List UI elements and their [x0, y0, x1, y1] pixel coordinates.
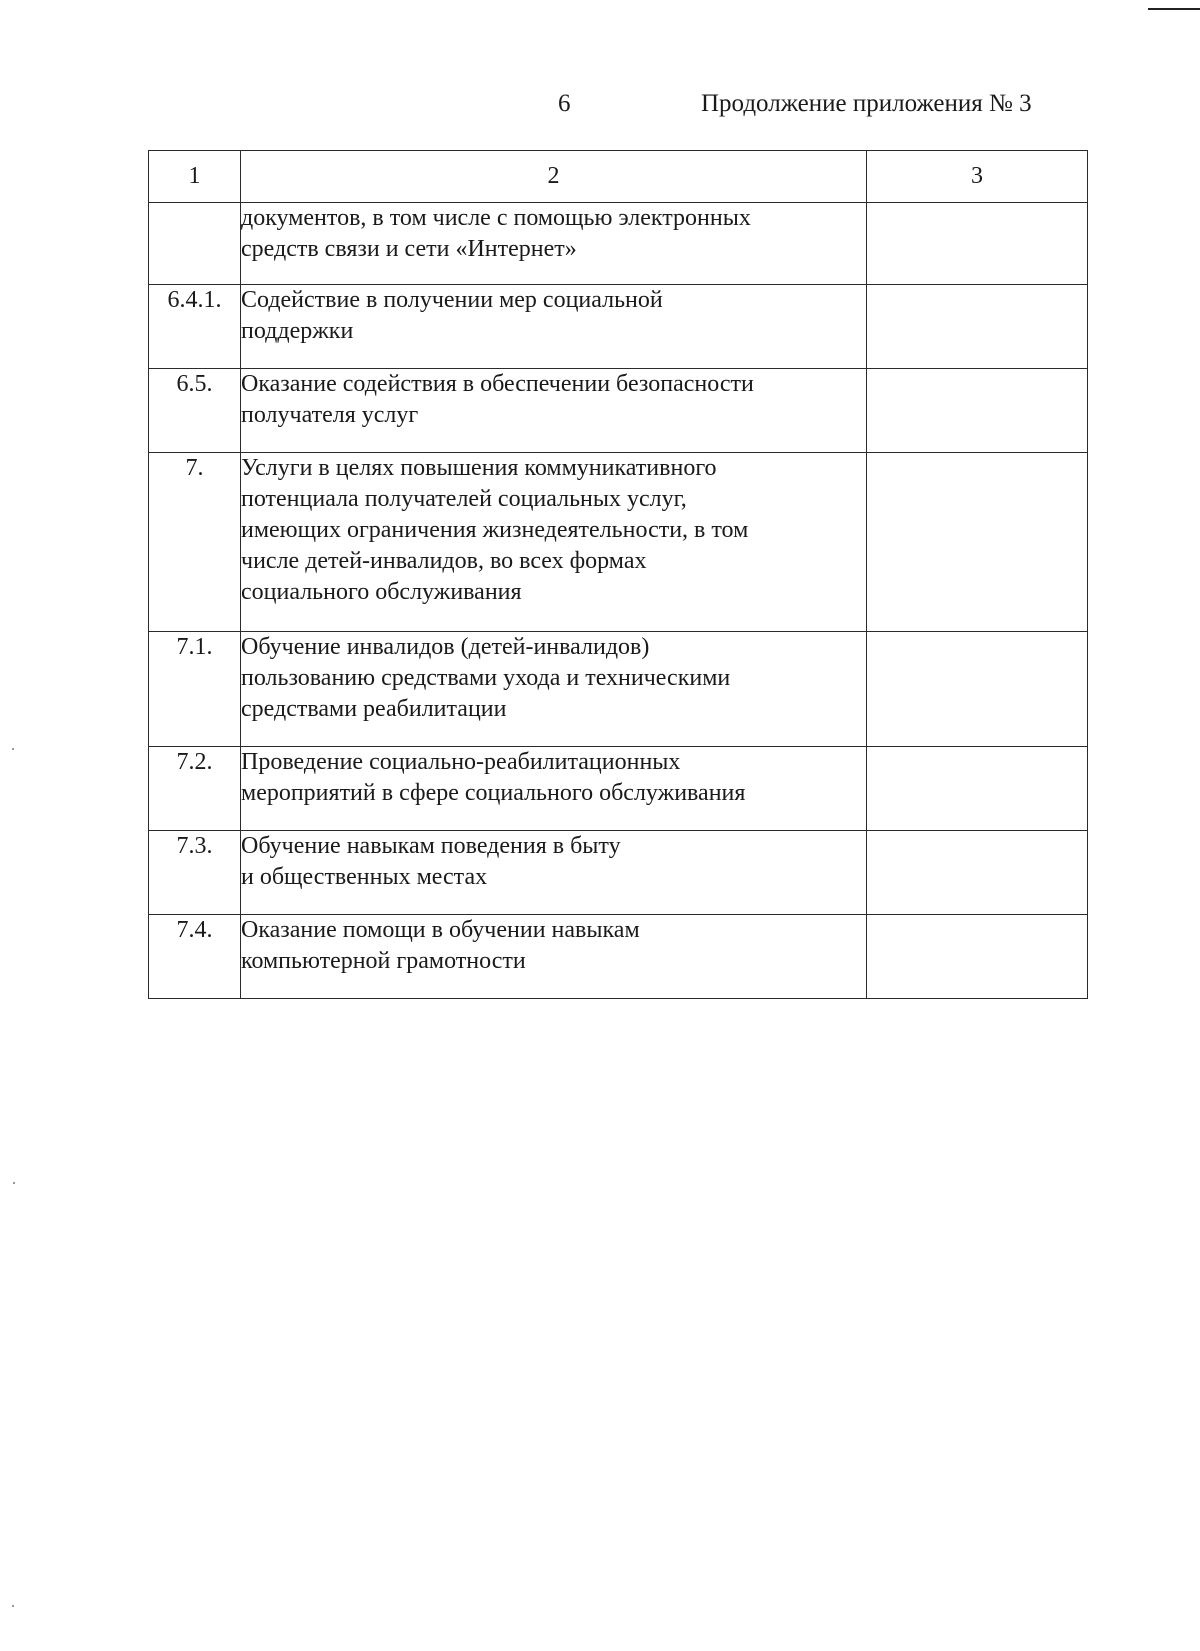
row-number: 7.2. — [149, 747, 241, 831]
table-row — [149, 632, 1088, 747]
row-column-3 — [867, 915, 1088, 999]
row-column-3 — [867, 453, 1088, 632]
row-number: 7.3. — [149, 831, 241, 915]
row-description — [241, 915, 867, 999]
row-column-3 — [867, 369, 1088, 453]
row-column-3 — [867, 632, 1088, 747]
description-line: Оказание помощи в обучении навыкам — [241, 917, 640, 943]
row-description — [241, 453, 867, 632]
page-number: 6 — [558, 90, 571, 117]
row-column-3 — [867, 747, 1088, 831]
description-line: документов, в том числе с помощью электронных — [241, 205, 751, 231]
description-line: потенциала получателей социальных услуг, — [241, 486, 687, 512]
scan-speck — [12, 748, 14, 750]
row-description — [241, 831, 867, 915]
row-column-3 — [867, 203, 1088, 285]
description-line: социального обслуживания — [241, 579, 522, 605]
description-line: поддержки — [241, 318, 354, 344]
scan-edge-mark — [1148, 8, 1200, 10]
continuation-title: Продолжение приложения № 3 — [701, 90, 1032, 117]
appendix-table — [148, 150, 1088, 999]
row-number: 7.1. — [149, 632, 241, 747]
table-header-row — [149, 151, 1088, 203]
description-line: Услуги в целях повышения коммуникативного — [241, 455, 717, 481]
description-line: и общественных местах — [241, 864, 488, 890]
row-number: 6.4.1. — [149, 285, 241, 369]
scan-speck — [12, 1605, 14, 1607]
row-number: 7.4. — [149, 915, 241, 999]
row-description — [241, 632, 867, 747]
row-description — [241, 285, 867, 369]
description-line: компьютерной грамотности — [241, 948, 526, 974]
description-line: Содействие в получении мер социальной — [241, 287, 663, 313]
row-column-3 — [867, 285, 1088, 369]
row-description — [241, 747, 867, 831]
row-description — [241, 369, 867, 453]
scan-speck — [13, 1182, 15, 1184]
column-header-1: 1 — [149, 151, 241, 203]
description-line: пользованию средствами ухода и техническими — [241, 665, 731, 691]
description-line: средств связи и сети «Интернет» — [241, 236, 577, 262]
row-number — [149, 203, 241, 285]
table-row — [149, 203, 1088, 285]
table-row — [149, 915, 1088, 999]
description-line: Обучение инвалидов (детей-инвалидов) — [241, 634, 650, 660]
description-line: имеющих ограничения жизнедеятельности, в том — [241, 517, 749, 543]
description-line: Оказание содействия в обеспечении безопасности — [241, 371, 754, 397]
table-row — [149, 747, 1088, 831]
description-line: Проведение социально-реабилитационных — [241, 749, 681, 775]
description-line: мероприятий в сфере социального обслуживания — [241, 780, 746, 806]
row-column-3 — [867, 831, 1088, 915]
table-row — [149, 369, 1088, 453]
description-line: средствами реабилитации — [241, 696, 507, 722]
column-header-3: 3 — [867, 151, 1088, 203]
table-row — [149, 285, 1088, 369]
description-line: числе детей-инвалидов, во всех формах — [241, 548, 647, 574]
description-line: Обучение навыкам поведения в быту — [241, 833, 621, 859]
row-number: 7. — [149, 453, 241, 632]
table-row — [149, 831, 1088, 915]
row-number: 6.5. — [149, 369, 241, 453]
table-row — [149, 453, 1088, 632]
row-description — [241, 203, 867, 285]
description-line: получателя услуг — [241, 402, 419, 428]
column-header-2: 2 — [241, 151, 867, 203]
